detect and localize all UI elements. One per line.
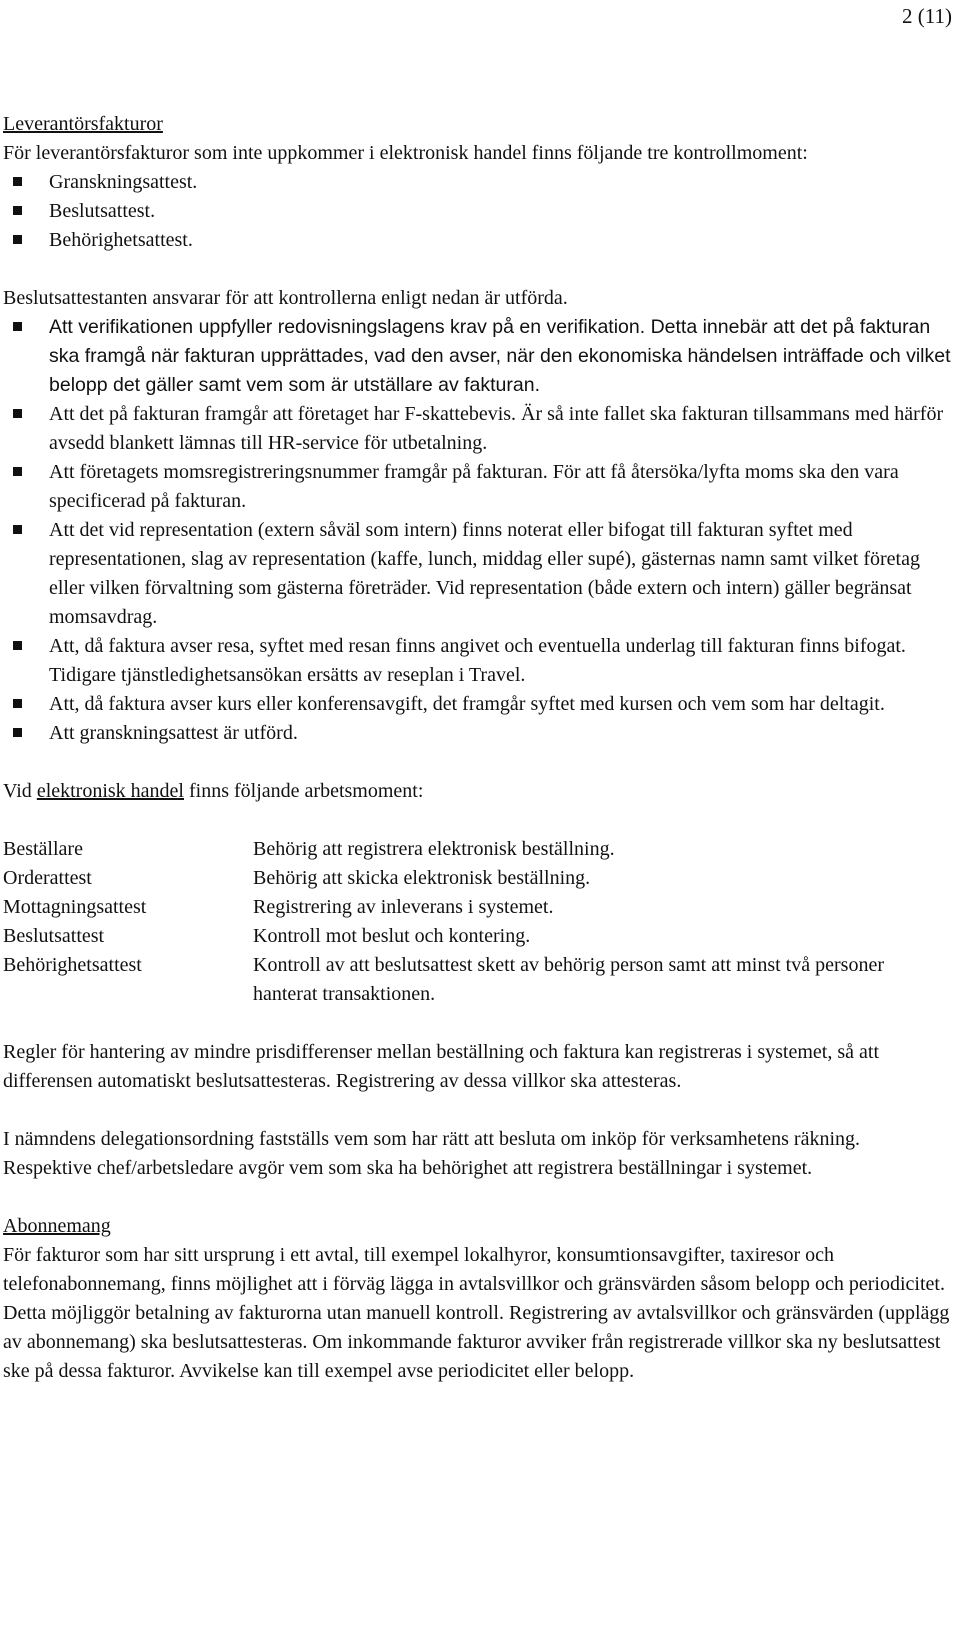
role-description: Kontroll mot beslut och kontering.: [253, 925, 531, 947]
section-heading-leverantorsfakturor: Leverantörsfakturor: [3, 113, 163, 135]
intro-text-before: Vid: [3, 780, 37, 802]
square-bullet-icon: [13, 699, 22, 708]
list-item: [3, 719, 953, 748]
spacer: [3, 255, 953, 284]
role-term: Mottagningsattest: [3, 896, 147, 918]
responsibility-paragraph: Beslutsattestanten ansvarar för att kontrollerna enligt nedan är utförda.: [3, 287, 568, 309]
list-item: [3, 226, 953, 255]
role-term: Behörighetsattest: [3, 954, 142, 976]
electronic-trade-intro: [3, 777, 953, 806]
page-number: 2 (11): [902, 4, 952, 28]
list-item: [3, 400, 953, 458]
list-item-text: Att, då faktura avser kurs eller konferensavgift, det framgår syftet med kursen och vem som har deltagit.: [49, 693, 885, 715]
square-bullet-icon: [13, 177, 22, 186]
role-description: Behörig att skicka elektronisk beställning.: [253, 867, 591, 889]
intro-paragraph: För leverantörsfakturor som inte uppkommer i elektronisk handel finns följande tre kontrollmoment:: [3, 142, 808, 164]
role-description: Behörig att registrera elektronisk beställning.: [253, 838, 615, 860]
square-bullet-icon: [13, 728, 22, 737]
list-item: [3, 168, 953, 197]
list-item-text: Att det vid representation (extern såväl som intern) finns noterat eller bifogat till fakturan syftet med representationen, slag av representation (kaffe, lunch, middag eller supé), gästernas namn samt vilket företag eller vilken förvaltning som gästerna företräder. Vid representation (både extern och intern) gäller begränsat momsavdrag.: [49, 519, 920, 628]
intro-text-after: finns följande arbetsmoment:: [184, 780, 424, 802]
role-term: Orderattest: [3, 867, 92, 889]
square-bullet-icon: [13, 525, 22, 534]
price-difference-rules-paragraph: Regler för hantering av mindre prisdifferenser mellan beställning och faktura kan registreras i systemet, så att differensen automatiskt beslutsattesteras. Registrering av dessa villkor ska attesteras.: [3, 1041, 879, 1092]
spacer: [3, 806, 953, 835]
role-description: Registrering av inleverans i systemet.: [253, 896, 554, 918]
role-term: Beslutsattest: [3, 925, 105, 947]
list-item-text: Behörighetsattest.: [49, 229, 193, 251]
electronic-trade-term: elektronisk handel: [36, 780, 184, 802]
list-item-text: Att granskningsattest är utförd.: [49, 722, 298, 744]
list-item: [3, 632, 953, 690]
square-bullet-icon: [13, 235, 22, 244]
role-term: Beställare: [3, 838, 83, 860]
list-item-text: Att, då faktura avser resa, syftet med resan finns angivet och eventuella underlag till fakturan finns bifogat. Tidigare tjänstledighetsansökan ersätts av reseplan i Travel.: [49, 635, 906, 686]
list-item-text: Beslutsattest.: [49, 200, 156, 222]
section-heading-abonnemang: Abonnemang: [3, 1215, 111, 1237]
square-bullet-icon: [13, 641, 22, 650]
delegation-paragraph: I nämndens delegationsordning fastställs vem som har rätt att besluta om inköp för verksamhetens räkning. Respektive chef/arbetsledare avgör vem som ska ha behörighet att registrera beställningar i systemet.: [3, 1128, 861, 1179]
list-item: [3, 516, 953, 632]
spacer: [3, 748, 953, 777]
square-bullet-icon: [13, 409, 22, 418]
list-item-text: Granskningsattest.: [49, 171, 198, 193]
square-bullet-icon: [13, 467, 22, 476]
check-list: [3, 313, 953, 748]
spacer: [3, 1096, 953, 1125]
spacer: [3, 1009, 953, 1038]
list-item: [3, 690, 953, 719]
role-definition-table: [3, 835, 953, 1009]
list-item-text: Att verifikationen uppfyller redovisningslagens krav på en verifikation. Detta innebär att det på fakturan ska framgå när fakturan upprättades, vad den avser, när den ekonomiska händelsen inträffade och vilket belopp det gäller samt vem som är utställare av fakturan.: [49, 316, 951, 396]
spacer: [3, 1183, 953, 1212]
control-list: [3, 168, 953, 255]
role-description: Kontroll av att beslutsattest skett av behörig person samt att minst två personer hanterat transaktionen.: [253, 954, 884, 1005]
document-body: [3, 110, 953, 1386]
square-bullet-icon: [13, 206, 22, 215]
subscription-paragraph: För fakturor som har sitt ursprung i ett avtal, till exempel lokalhyror, konsumtionsavgifter, taxiresor och telefonabonnemang, finns möjlighet att i förväg lägga in avtalsvillkor och gränsvärden såsom belopp och periodicitet. Detta möjliggör betalning av fakturorna utan manuell kontroll. Registrering av avtalsvillkor och gränsvärden (upplägg av abonnemang) ska beslutsattesteras. Om inkommande fakturor avviker från registrerade villkor ska ny beslutsattest ske på dessa fakturor. Avvikelse kan till exempel avse periodicitet eller belopp.: [3, 1244, 950, 1382]
list-item: [3, 458, 953, 516]
list-item-text: Att det på fakturan framgår att företaget har F-skattebevis. Är så inte fallet ska fakturan tillsammans med härför avsedd blankett lämnas till HR-service för utbetalning.: [49, 403, 944, 454]
square-bullet-icon: [13, 322, 22, 331]
list-item: [3, 197, 953, 226]
list-item: [3, 313, 953, 400]
list-item-text: Att företagets momsregistreringsnummer framgår på fakturan. För att få återsöka/lyfta moms ska den vara specificerad på fakturan.: [49, 461, 899, 512]
